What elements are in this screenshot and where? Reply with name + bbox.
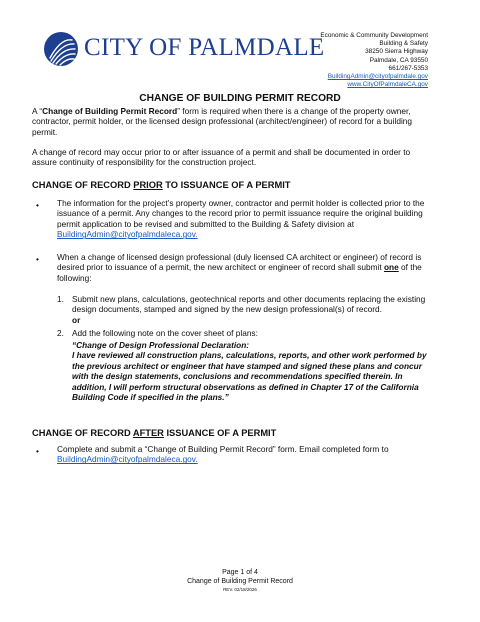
declaration-heading: “Change of Design Professional Declaration: [72,340,250,350]
bullet-item [57,252,429,283]
page-number: Page 1 of 4 [222,569,258,576]
heading-underlined: PRIOR [133,180,163,190]
dept-website-link[interactable]: www.CityOfPalmdaleCA.gov [347,81,428,89]
dept-email-link[interactable]: BuildingAdmin@cityofpalmdale.gov [327,73,428,81]
city-name: CITY OF PALMDALE [84,34,325,61]
intro-paragraph [32,106,432,137]
heading-underlined: AFTER [132,428,164,438]
heading-part: CHANGE OF RECORD [32,180,134,190]
intro-text-a: A “ [32,106,43,116]
page-footer [0,569,480,586]
bullet-text: The information for the project’s property owner, contractor and permit holder is collected prior to the issuance of a permit. Any changes to the record prior to permit issuance require the original building permit application to be revised and submitted to the Building & Safety division at [57,198,425,229]
bullet-emphasis: one [383,262,399,273]
bullet-icon: • [36,200,39,210]
department-address [320,32,428,89]
bullet-text: When a change of licensed design professional (duly licensed CA architect or engineer) of record is desired prior to issuance of a permit, the new architect or engineer of record shall submit [57,252,422,273]
dept-line: 38250 Sierra Highway [365,48,428,56]
city-seal-icon [42,30,80,68]
dept-line: Building & Safety [379,40,428,48]
city-logo [42,30,325,68]
list-number: 1. [57,294,64,304]
revision-date: REV. 02/18/2026 [223,587,257,592]
numbered-item: Add the following note on the cover sheet of plans: [72,328,258,338]
bullet-icon: • [36,254,39,264]
declaration-body: I have reviewed all construction plans, calculations, reports, and other work performed by the previous architect or engineer that have stamped and signed these plans and concur with the design statements, conclusions and recommendations specified therein. In addition, I will perform structural observations as defined in Chapter 17 of the California Building Code if specified in the plans.” [72,350,427,403]
bullet-icon: • [36,446,39,456]
bullet-item [57,444,429,465]
email-link[interactable]: BuildingAdmin@cityofpalmdaleca.gov. [57,454,198,465]
section-heading-after [32,428,276,438]
heading-part: CHANGE OF RECORD [32,428,133,438]
or-label: or [72,314,81,325]
declaration-block [72,340,432,402]
dept-line: Palmdale, CA 93550 [369,56,428,64]
section-heading-prior [32,180,290,190]
heading-part: TO ISSUANCE OF A PERMIT [162,180,291,190]
intro-bold: Change of Building Permit Record [42,106,178,116]
email-link[interactable]: BuildingAdmin@cityofpalmdaleca.gov. [57,229,198,240]
heading-part: ISSUANCE OF A PERMIT [163,428,277,438]
numbered-item [72,294,429,325]
intro-text-b: ” form is required when there is a change of the property owner, contractor, permit holder, or the licensed design professional (architect/engineer) of record for a building permit. [32,106,413,137]
intro-paragraph-2: A change of record may occur prior to or after issuance of a permit and shall be documented in order to assure continuity of responsibility for the construction project. [32,147,411,168]
dept-line: 661/267-5353 [388,64,428,72]
numbered-item-text: Submit new plans, calculations, geotechnical reports and other documents replacing the existing design documents, stamped and signed by the new design professional(s) of record. [72,294,426,315]
bullet-text-tail: of the following: [57,262,422,283]
bullet-item [57,198,429,240]
page-title: CHANGE OF BUILDING PERMIT RECORD [139,93,341,104]
dept-line: Economic & Community Development [320,32,428,39]
footer-doc-title: Change of Building Permit Record [187,577,293,585]
list-number: 2. [57,328,64,338]
bullet-text: Complete and submit a “Change of Building Permit Record” form. Email completed form to [57,444,389,454]
